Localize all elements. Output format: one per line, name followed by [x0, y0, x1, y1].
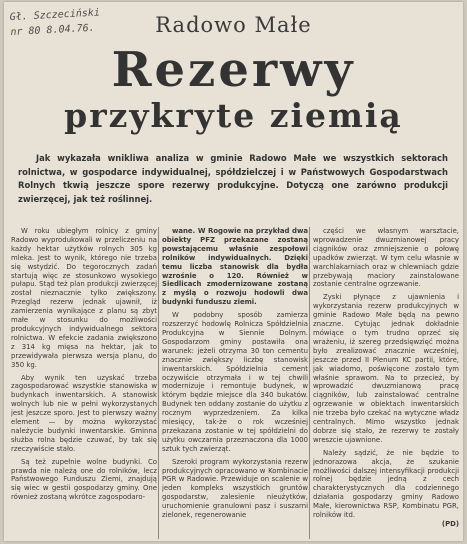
article-paragraph: W roku ubiegłym rolnicy z gminy Radowo wyprodukowali w przeliczeniu na każdy hektar użytków rolnych 305 kg mleka. Jest to wynik, którego nie trzeba się wstydzić. Do tegorocznych zadań startują więc ze stosunkowo wysokiego pułapu. Stąd też plan produkcji zwierzęcej został nieznacznie tylko zwiększony. Przegląd rezerw jednak ujawnił, iż zamierzenia wynikające z planu są zbyt małe w stosunku do możliwości produkcyjnych indywidualnego sektora rolnictwa. W efekcie zadania zwiększono z 314 kg mięsa na hektar, jak to przewidywała pierwsza wersja planu, do 350 kg.: [11, 227, 157, 369]
lead-paragraph: Jak wykazała wnikliwa analiza w gminie Radowo Małe we wszystkich sektorach rolnictwa, w gospodarce indywidualnej, spółdzielczej i w Państwowych Gospodarstwach Rolnych tkwią jeszcze spore rezerwy produkcyjne. Dotyczą one zarówno produkcji zwierzęcej, jak też roślinnej.: [18, 153, 448, 204]
article-paragraph: części we własnym warsztacie, wprowadzenie dwuzmianowej pracy ciągników oraz zmniejszenie o połowę upadków zwierząt. W tym celu własnie w warchlakarniach oraz w chlewniach gdzie przebywają maciory zainstalowane zostanie centralne ogrzewanie.: [313, 227, 459, 289]
headline-line-1: Rezerwy: [111, 42, 356, 98]
article-column-1: [11, 227, 157, 541]
article-column-2: [162, 227, 308, 541]
newspaper-clipping: [4, 2, 463, 541]
article-paragraph: Aby wynik ten uzyskać trzeba zagospodarować wszystkie stanowiska w budynkach inwentarskich. A stanowisk wolnych lub nie w pełni wykorzystanych jest jeszcze sporo. Jest to pierwszy ważny element — by można wykorzystać należycie budynki inwentarskie. Gminna służba rolna będzie czuwać, by tak się rzeczywiście stało.: [11, 373, 157, 453]
handwritten-note-line: nr 80 8.04.76.: [10, 22, 95, 39]
article-paragraph: Szeroki program wykorzystania rezerw produkcyjnych opracowano w Kombinacie PGR w Radowie. Przewiduje on scalenie w jeden kompleks wszystkich gruntów gospodarstw, zalesienie nieużytków, uruchomienie granulowni pasz i suszarni zielonek, regenerowanie: [162, 457, 308, 520]
handwritten-note-line: Gł. Szczeciński: [9, 7, 101, 24]
headline-line-2: przykryte ziemią: [64, 96, 403, 135]
article-paragraph: wane. W Rogowie na przykład dwa obiekty PFZ przekazane zostaną powstającemu właśnie zespołowi rolników indywidualnych. Dzięki temu liczba stanowisk dla bydła wzrośnie o 120. Również w Siedlicach zmodernizowane zostaną z myślą o rozwoju hodowli dwa budynki funduszu ziemi.: [162, 227, 308, 307]
article-column-3: [313, 227, 459, 541]
article-paragraph: Zyski płynące z ujawnienia i wykorzystania rezerw produkcyjnych w gminie Radowo Małe będą na pewno znaczne. Cytując jednak dokładnie mówiące o tym trudno oprzeć się wrażeniu, iż szereg przedsięwzięć można było zrealizować znacznie wcześniej, jeszcze przed II Plenum KC partii, które, jak wiadomo, poświęcone zostało tym właśnie sprawom. Na to przecież, by wprowadzić dwuzmianową pracę ciągników, lub zainstalować centralne ogrzewanie w obiektach inwentarskich nie trzeba było czekać na wytyczne władz centralnych. Mimo wszystko jednak dobrze się stało, że rezerwy te zostały wreszcie ujawnione.: [313, 293, 459, 444]
author-signature: (PD): [441, 520, 459, 528]
section-title: Radowo Małe: [155, 13, 312, 37]
article-paragraph: Należy sądzić, że nie będzie to jednorazowa akcja, że szukanie możliwości dalszej intensyfikacji produkcji rolnej będzie jedną z cech charakterystycznych dla codziennego działania gospodarzy gminy Radowo Małe, kierownictwa RSP, Kombinatu PGR, rolników itd.: [313, 448, 459, 520]
article-paragraph: Są też zupełnie wolne budynki. Co prawda nie należą one do rolników, lecz Państwowego Funduszu Ziemi, znajdują się wiec w gestii gospodarzy gminy. One również zostaną wkrótce zagospodaro-: [11, 457, 157, 502]
article-body: [4, 227, 463, 541]
article-paragraph: W podobny sposób zamierza rozszerzyć hodowlę Rolnicza Spółdzielnia Produkcyjna w Siennie Dolnym. Gospodarzom gminy postawiła ona warunek: jeżeli otrzyma 30 ton cementu znacznie zwiększy liczbę stanowisk inwentarskich. Spółdzielnia cement oczywiście otrzymała i w tej chwili modernizuje i remontuje budynek, w którym będzie miejsce dla 340 bukatów. Budynek ten oddany zostanie do użytku z rocznym wyprzedzeniem. Za kilka miesięcy, tak-że o rok wcześniej przekazana zostanie w tej spółdzielni do użytku owczarnia przeznaczona dla 1000 sztuk tych zwierząt.: [162, 311, 308, 453]
